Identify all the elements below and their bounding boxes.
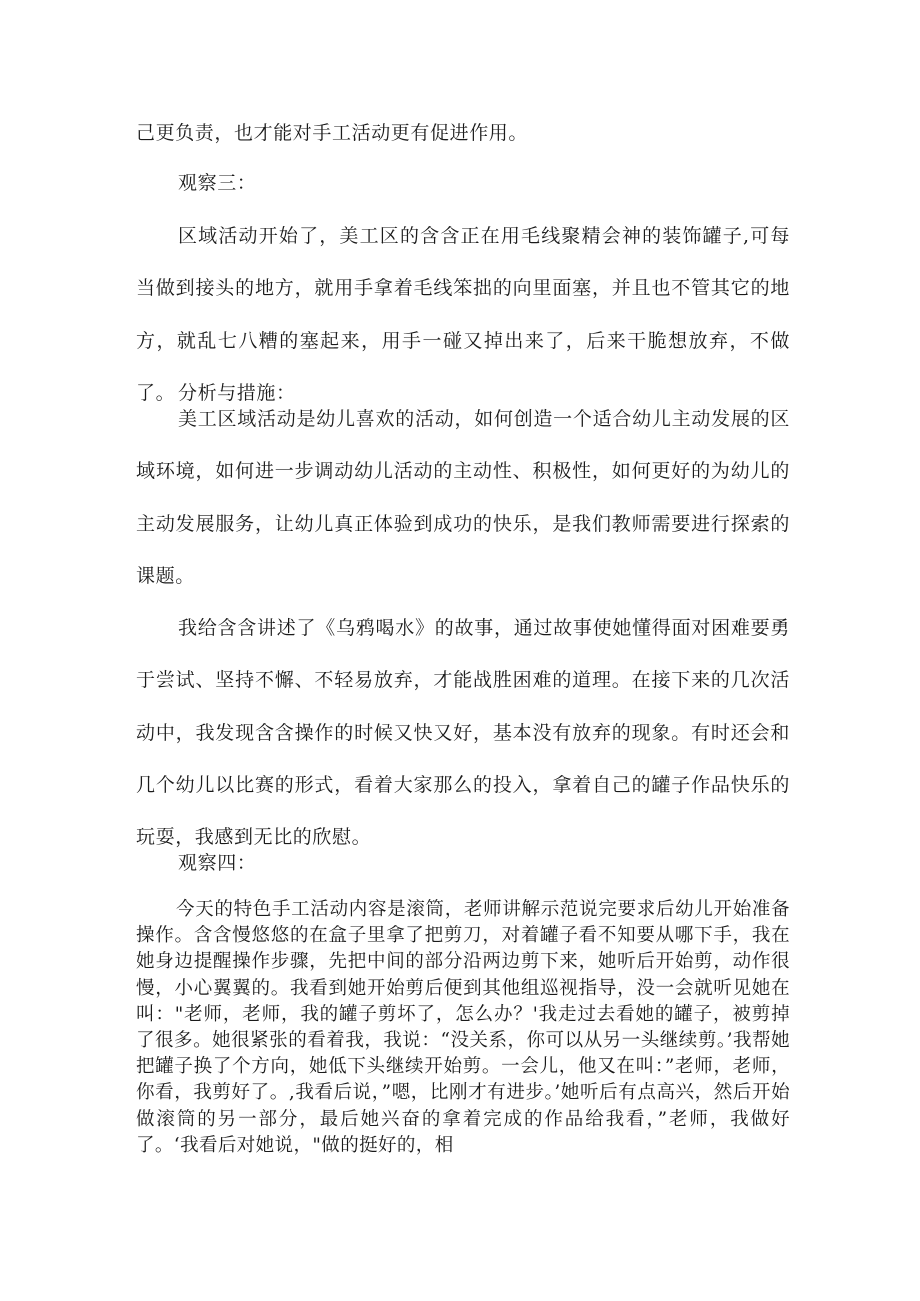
- heading-observation-four: 观察四：: [178, 852, 257, 874]
- heading-observation-three: 观察三：: [178, 172, 257, 194]
- paragraph-observation-four: 今天的特色手工活动内容是滚筒，老师讲解示范说完要求后幼儿开始准备操作。含含慢悠悠的在盒子里拿了把剪刀，对着罐子看不知要从哪下手，我在她身边提醒操作步骤，先把中间的部分沿两边剪下来，她听后开始剪，动作很慢，小心翼翼的。我看到她开始剪后便到其他组巡视指导，没一会就听见她在叫："老师，老师，我的罐子剪坏了，怎么办？'我走过去看她的罐子，被剪掉了很多。她很紧张的看着我，我说：“没关系，你可以从另一头继续剪。’我帮她把罐子换了个方向，她低下头继续开始剪。一会儿，他又在叫：”老师，老师，你看，我剪好了。,我看后说，”嗯，比刚才有进步。’她听后有点高兴，然后开始做滚筒的另一部分，最后她兴奋的拿着完成的作品给我看，”老师，我做好了。‘我看后对她说，"做的挺好的，相: [136, 899, 790, 1156]
- paragraph-analysis: 美工区域活动是幼儿喜欢的活动，如何创造一个适合幼儿主动发展的区域环境，如何进一步调动幼儿活动的主动性、积极性，如何更好的为幼儿的主动发展服务，让幼儿真正体验到成功的快乐，是我们教师需要进行探索的课题。: [136, 408, 790, 587]
- paragraph-story-measure: 我给含含讲述了《乌鸦喝水》的故事，通过故事使她懂得面对困难要勇于尝试、坚持不懈、不轻易放弃，才能战胜困难的道理。在接下来的几次活动中，我发现含含操作的时候又快又好，基本没有放弃的现象。有时还会和几个幼儿以比赛的形式，看着大家那么的投入，拿着自己的罐子作品快乐的玩耍，我感到无比的欣慰。: [136, 617, 790, 849]
- heading-analysis-measures: 分析与措施：: [178, 382, 296, 404]
- paragraph-observation-three: 区域活动开始了，美工区的含含正在用毛线聚精会神的装饰罐子,可每当做到接头的地方，就用手拿着毛线笨拙的向里面塞，并且也不管其它的地方，就乱七八糟的塞起来，用手一碰又掉出来了，后来干脆想放弃，不做了。: [136, 225, 790, 404]
- paragraph-continuation: 己更负责，也才能对手工活动更有促进作用。: [136, 122, 529, 144]
